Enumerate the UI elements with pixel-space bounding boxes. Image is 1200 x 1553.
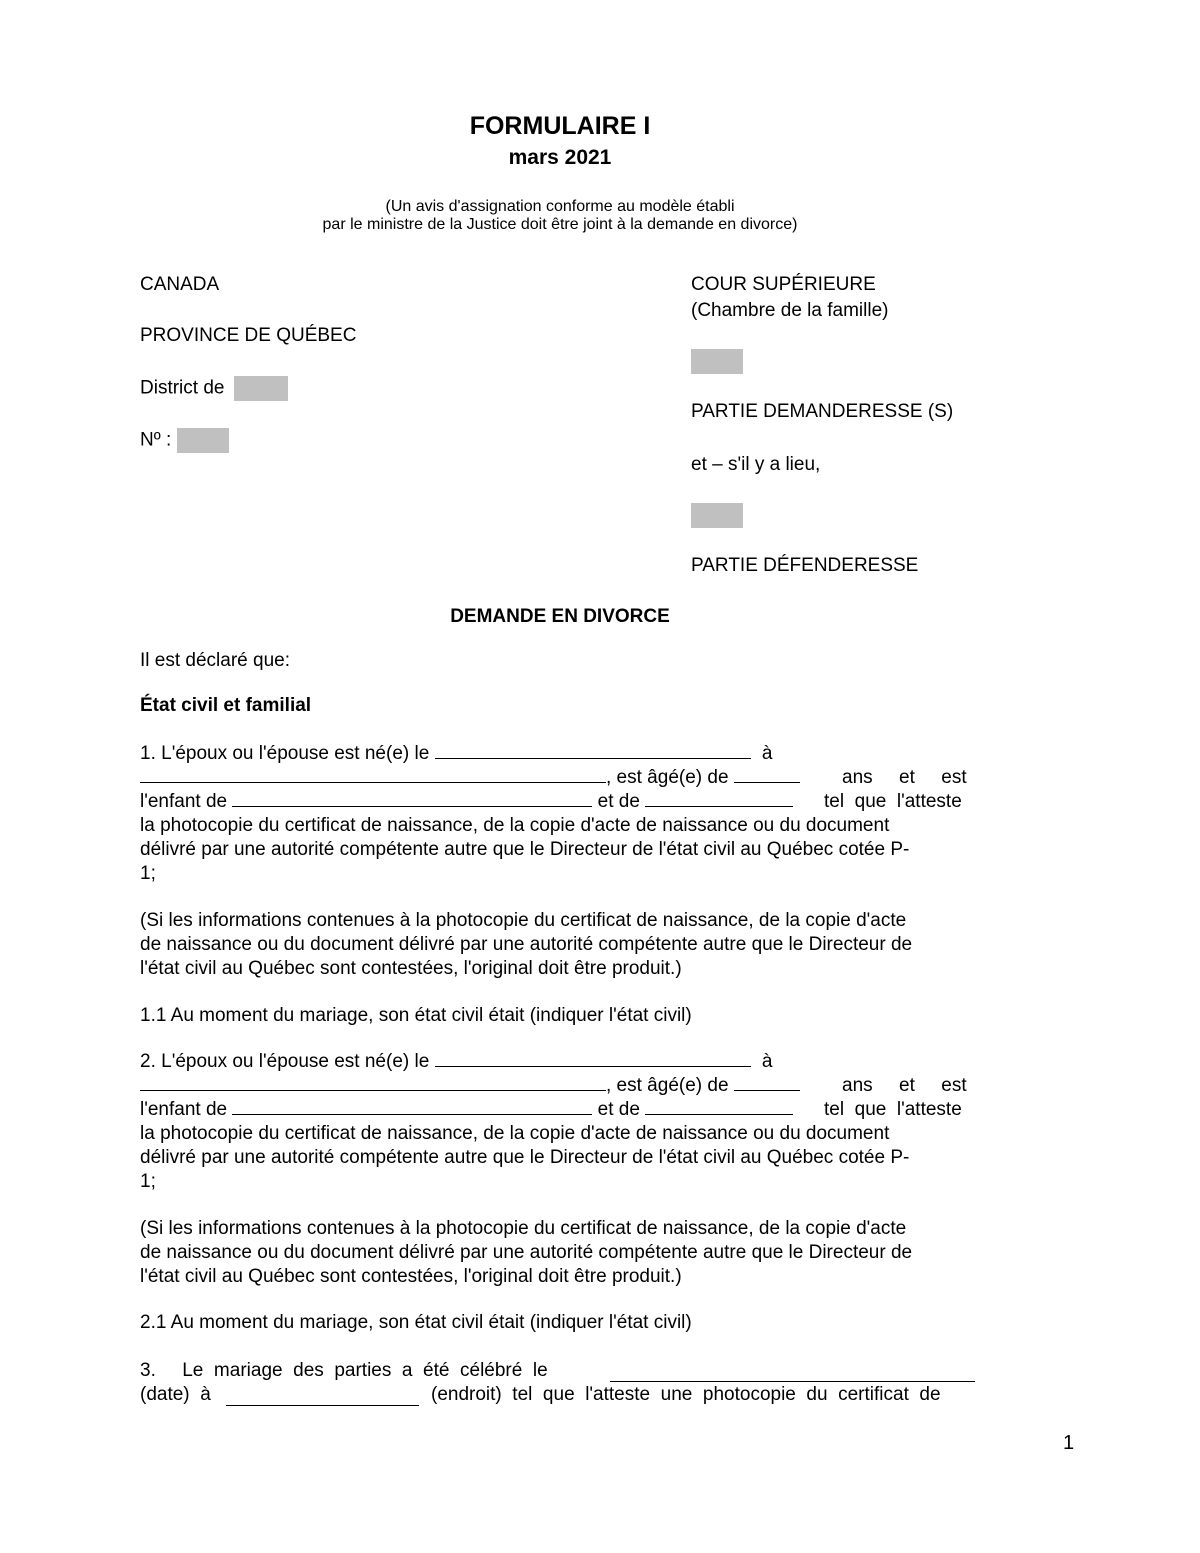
p3-celebrated-label: 3. Le mariage des parties a été célébré le xyxy=(140,1360,548,1381)
p2-and-of-label: et de xyxy=(597,1099,640,1120)
p2-note-line-1: (Si les informations contenues à la photocopie du certificat de naissance, de la copie d'acte xyxy=(140,1218,907,1239)
p3-date-blank[interactable] xyxy=(610,1380,975,1382)
p1-parent-1-blank[interactable] xyxy=(232,805,592,807)
number-input[interactable] xyxy=(177,428,229,453)
p1-1-text: 1.1 Au moment du mariage, son état civil était (indiquer l'état civil) xyxy=(140,1005,692,1026)
p2-note-line-2: de naissance ou du document délivré par une autorité compétente autre que le Directeur de xyxy=(140,1242,913,1263)
p2-birth-date-blank[interactable] xyxy=(435,1065,751,1067)
section-title: État civil et familial xyxy=(140,695,312,716)
p3-line-2-end: (endroit) tel que l'atteste une photocopie du certificat de xyxy=(431,1384,941,1405)
p1-note-line-1: (Si les informations contenues à la photocopie du certificat de naissance, de la copie d'acte xyxy=(140,910,907,931)
court-label: COUR SUPÉRIEURE xyxy=(691,274,876,295)
header-note-line-2: par le ministre de la Justice doit être joint à la demande en divorce) xyxy=(322,216,798,233)
province-label: PROVINCE DE QUÉBEC xyxy=(140,325,357,346)
form-date: mars 2021 xyxy=(508,146,612,169)
p1-note-line-3: l'état civil au Québec sont contestées, l'original doit être produit.) xyxy=(140,958,682,979)
p1-line-6: 1; xyxy=(140,863,156,884)
p1-line-2-end: ans et est xyxy=(842,767,967,788)
defendant-label: PARTIE DÉFENDERESSE xyxy=(691,555,919,576)
p1-age-blank[interactable] xyxy=(734,781,800,783)
p1-parent-2-blank[interactable] xyxy=(645,805,793,807)
p1-line-2 xyxy=(140,767,800,789)
number-label: Nº : xyxy=(140,429,172,451)
p3-date-at-label: (date) à xyxy=(140,1384,211,1405)
page-number: 1 xyxy=(1063,1432,1075,1454)
p2-note-line-3: l'état civil au Québec sont contestées, l'original doit être produit.) xyxy=(140,1266,682,1287)
if-any-label: et – s'il y a lieu, xyxy=(691,454,821,475)
p1-line-1 xyxy=(140,743,772,765)
p1-and-of-label: et de xyxy=(597,791,640,812)
p1-line-5: délivré par une autorité compétente autre que le Directeur de l'état civil au Québec cotée P- xyxy=(140,839,910,860)
p1-note-line-2: de naissance ou du document délivré par une autorité compétente autre que le Directeur de xyxy=(140,934,913,955)
p2-line-5: délivré par une autorité compétente autre que le Directeur de l'état civil au Québec cotée P- xyxy=(140,1147,910,1168)
p2-line-1 xyxy=(140,1051,772,1073)
p2-child-of-label: l'enfant de xyxy=(140,1099,228,1120)
p1-birth-place-blank[interactable] xyxy=(140,781,606,783)
p2-parent-1-blank[interactable] xyxy=(232,1113,592,1115)
p3-line-1 xyxy=(140,1360,548,1382)
p1-age-label: , est âgé(e) de xyxy=(606,767,729,788)
district-row xyxy=(140,376,288,401)
header-note-line-1: (Un avis d'assignation conforme au modèle établi xyxy=(385,198,735,215)
declared-text: Il est déclaré que: xyxy=(140,650,290,671)
p2-line-6: 1; xyxy=(140,1171,156,1192)
p2-line-2 xyxy=(140,1075,800,1097)
p1-line-3 xyxy=(140,791,793,813)
p2-at-label: à xyxy=(761,1051,773,1072)
district-label: District de xyxy=(140,377,225,399)
request-heading: DEMANDE EN DIVORCE xyxy=(450,606,670,627)
p1-birth-date-blank[interactable] xyxy=(435,757,751,759)
chamber-label: (Chambre de la famille) xyxy=(691,300,889,321)
p1-child-of-label: l'enfant de xyxy=(140,791,228,812)
district-input[interactable] xyxy=(234,376,288,401)
number-row xyxy=(140,428,229,453)
plaintiff-label: PARTIE DEMANDERESSE (S) xyxy=(691,401,954,422)
p2-age-label: , est âgé(e) de xyxy=(606,1075,729,1096)
country-label: CANADA xyxy=(140,274,220,295)
p1-line-3-end: tel que l'atteste xyxy=(824,791,962,812)
p1-line-4: la photocopie du certificat de naissance, de la copie d'acte de naissance ou du document xyxy=(140,815,890,836)
p1-birth-label: 1. L'époux ou l'épouse est né(e) le xyxy=(140,743,430,764)
defendant-name-input[interactable] xyxy=(691,503,743,528)
p2-line-4: la photocopie du certificat de naissance, de la copie d'acte de naissance ou du document xyxy=(140,1123,890,1144)
p2-line-2-end: ans et est xyxy=(842,1075,967,1096)
p2-parent-2-blank[interactable] xyxy=(645,1113,793,1115)
plaintiff-name-input[interactable] xyxy=(691,349,743,374)
p3-line-2 xyxy=(140,1384,211,1406)
p2-birth-label: 2. L'époux ou l'épouse est né(e) le xyxy=(140,1051,430,1072)
p2-birth-place-blank[interactable] xyxy=(140,1089,606,1091)
form-title: FORMULAIRE I xyxy=(469,112,651,140)
p2-age-blank[interactable] xyxy=(734,1089,800,1091)
p1-at-label: à xyxy=(761,743,773,764)
p2-line-3 xyxy=(140,1099,793,1121)
p2-line-3-end: tel que l'atteste xyxy=(824,1099,962,1120)
p2-1-text: 2.1 Au moment du mariage, son état civil était (indiquer l'état civil) xyxy=(140,1312,692,1333)
p3-place-blank[interactable] xyxy=(226,1404,419,1406)
